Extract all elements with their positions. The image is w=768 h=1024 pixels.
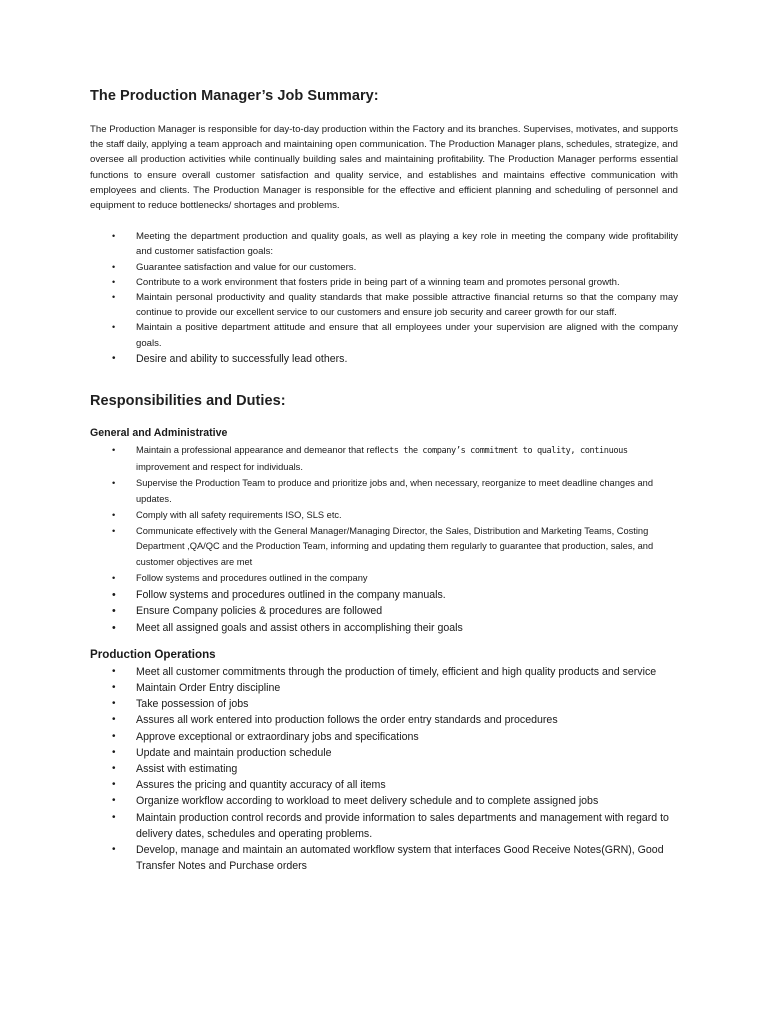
bullet-dot-icon: • <box>112 698 116 710</box>
bullet-dot-icon: • <box>112 746 116 758</box>
list-item: • Supervise the Production Team to produce and prioritize jobs and, when necessary, reorganize to meet deadline changes and updates. <box>112 477 653 504</box>
bullet-dot-icon: • <box>112 525 116 536</box>
list-item: • Desire and ability to successfully lead others. <box>90 351 678 367</box>
bullet-dot-icon: • <box>112 795 116 807</box>
list-item: • Maintain Order Entry discipline <box>90 680 678 696</box>
production-operations-heading: Production Operations <box>90 647 216 661</box>
list-item: • Assures the pricing and quantity accuracy of all items <box>90 777 678 793</box>
production-operations-bullet-list <box>90 664 678 875</box>
list-item: • Follow systems and procedures outlined in the company <box>90 571 678 587</box>
job-summary-paragraph: The Production Manager is responsible for day-to-day production within the Factory and its branches. Supervises, motivates, and supports the staff daily, applying a team approach and maintaining open communication. The Production Manager plans, schedules, strategize, and oversee all production activities while continually building sales and maintaining profitability. The Production Manager performs essential functions to ensure overall customer satisfaction and quality service, and establishes and maintains effective communication with employees and clients. The Production Manager is responsible for the effective and efficient planning and scheduling of personnel and equipment to reduce bottlenecks/ shortages and problems. <box>90 124 678 212</box>
bullet-dot-icon: • <box>112 445 116 456</box>
general-admin-bullet-list <box>90 443 678 636</box>
job-summary-title: The Production Manager’s Job Summary: <box>90 88 379 104</box>
list-item: • Approve exceptional or extraordinary jobs and specifications <box>90 729 678 745</box>
list-item: • Ensure Company policies & procedures are followed <box>90 603 678 619</box>
bullet-dot-icon: • <box>112 509 116 520</box>
bullet-dot-icon: • <box>112 322 116 333</box>
list-item: • Organize workflow according to workload to meet delivery schedule and to complete assigned jobs <box>90 793 678 809</box>
bullet-dot-icon: • <box>112 589 116 602</box>
bullet-dot-icon: • <box>112 292 116 303</box>
summary-bullet-list <box>90 229 678 351</box>
bullet-dot-icon: • <box>112 605 116 618</box>
list-item: • Maintain a professional appearance and demeanor that reflects the company’s commitment to quality, continuous improvement and respect for individuals. <box>112 445 628 472</box>
list-item: • Assist with estimating <box>90 761 678 777</box>
bullet-dot-icon: • <box>112 231 116 242</box>
list-item: • Maintain production control records and provide information to sales departments and management with regard to delivery dates, schedules and operating problems. <box>112 811 669 840</box>
list-item: • Guarantee satisfaction and value for our customers. <box>90 260 678 275</box>
list-item: • Take possession of jobs <box>90 696 678 712</box>
list-item: • Meeting the department production and quality goals, as well as playing a key role in meeting the company wide profitability and customer satisfaction goals: <box>112 231 678 258</box>
list-item: • Maintain personal productivity and quality standards that make possible attractive financial returns so that the company may continue to provide our excellent service to our customers and ensure job security and career growth for our staff. <box>112 292 678 319</box>
general-admin-heading: General and Administrative <box>90 427 228 440</box>
bullet-dot-icon: • <box>112 763 116 775</box>
summary-last-bullet-list <box>90 351 678 367</box>
responsibilities-title: Responsibilities and Duties: <box>90 393 286 410</box>
bullet-dot-icon: • <box>112 779 116 791</box>
list-item: • Meet all customer commitments through the production of timely, efficient and high quality products and service <box>90 664 678 680</box>
bullet-dot-icon: • <box>112 811 116 823</box>
bullet-dot-icon: • <box>112 844 116 856</box>
bullet-dot-icon: • <box>112 714 116 726</box>
list-item: • Assures all work entered into production follows the order entry standards and procedures <box>90 712 678 728</box>
bullet-dot-icon: • <box>112 665 116 677</box>
list-item: • Follow systems and procedures outlined in the company manuals. <box>90 587 678 603</box>
bullet-dot-icon: • <box>112 477 116 488</box>
list-item: • Meet all assigned goals and assist others in accomplishing their goals <box>90 620 678 636</box>
bullet-dot-icon: • <box>112 276 116 287</box>
list-item: • Comply with all safety requirements ISO, SLS etc. <box>90 508 678 524</box>
list-item: • Contribute to a work environment that fosters pride in being part of a winning team and promotes personal growth. <box>90 275 678 290</box>
list-item: • Communicate effectively with the General Manager/Managing Director, the Sales, Distribution and Marketing Teams, Costing Department ,QA/QC and the Production Team, informing and updating them regularly to guarantee that production, sales, and customer objectives are met <box>112 525 654 568</box>
bullet-dot-icon: • <box>112 261 116 272</box>
list-item: • Develop, manage and maintain an automated workflow system that interfaces Good Receive Notes(GRN), Good Transfer Notes and Purchase orders <box>112 844 664 873</box>
list-item: • Maintain a positive department attitude and ensure that all employees under your supervision are aligned with the company goals. <box>112 322 678 349</box>
document-page <box>90 88 678 874</box>
bullet-dot-icon: • <box>112 621 116 634</box>
bullet-dot-icon: • <box>112 682 116 694</box>
bullet-dot-icon: • <box>112 730 116 742</box>
list-item: • Update and maintain production schedule <box>90 745 678 761</box>
bullet-dot-icon: • <box>112 573 116 584</box>
bullet-dot-icon: • <box>112 352 116 364</box>
